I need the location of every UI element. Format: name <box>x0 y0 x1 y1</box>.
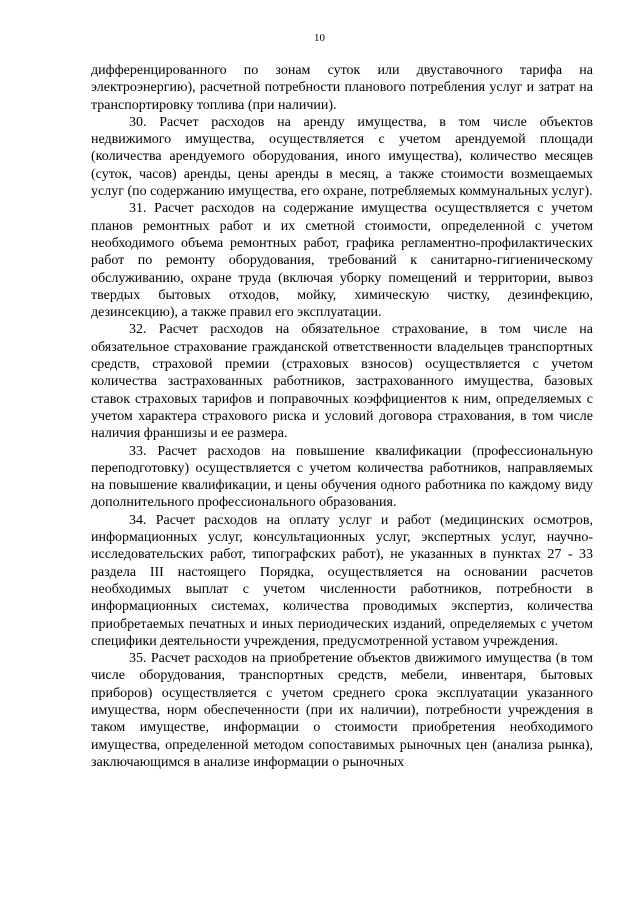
document-body <box>91 62 593 771</box>
paragraph-33: 33. Расчет расходов на повышение квалификации (профессиональную переподготовку) осуществляется с учетом количества работников, направляемых на повышение квалификации, и цены обучения одного работника по каждому виду дополнительного профессионального образования. <box>91 443 593 511</box>
paragraph-30: 30. Расчет расходов на аренду имущества, в том числе объектов недвижимого имущества, осуществляется с учетом арендуемой площади (количества арендуемого оборудования, иного имущества), количество месяцев (суток, часов) аренды, цены аренды в месяц, а также стоимости возмещаемых услуг (по содержанию имущества, его охране, потребляемых коммунальных услуг). <box>91 114 593 200</box>
paragraph-32: 32. Расчет расходов на обязательное страхование, в том числе на обязательное страхование гражданской ответственности владельцев транспортных средств, страховой премии (страховых взносов) осуществляется с учетом количества застрахованных работников, застрахованного имущества, базовых ставок страховых тарифов и поправочных коэффициентов к ним, определяемых с учетом характера страхового риска и условий договора страхования, в том числе наличия франшизы и ее размера. <box>91 322 593 442</box>
paragraph-34: 34. Расчет расходов на оплату услуг и работ (медицинских осмотров, информационных услуг, консультационных услуг, экспертных услуг, научно-исследовательских работ, типографских работ), не указанных в пунктах 27 - 33 раздела III настоящего Порядка, осуществляется на основании расчетов необходимых выплат с учетом численности работников, потребности в информационных системах, количества проводимых экспертиз, количества приобретаемых печатных и иных периодических изданий, определяемых с учетом специфики деятельности учреждения, предусмотренной уставом учреждения. <box>91 512 593 649</box>
paragraph-31: 31. Расчет расходов на содержание имущества осуществляется с учетом планов ремонтных работ и их сметной стоимости, определенной с учетом необходимого объема ремонтных работ, графика регламентно-профилактических работ по ремонту оборудования, требований к санитарно-гигиеническому обслуживанию, охране труда (включая уборку помещений и территории, вывоз твердых бытовых отходов, мойку, химическую чистку, дезинфекцию, дезинсекцию), а также правил его эксплуатации. <box>91 201 593 321</box>
page-number: 10 <box>314 32 325 44</box>
paragraph-continuation: дифференцированного по зонам суток или двуставочного тарифа на электроэнергию), расчетной потребности планового потребления услуг и затрат на транспортировку топлива (при наличии). <box>91 63 593 113</box>
paragraph-35: 35. Расчет расходов на приобретение объектов движимого имущества (в том числе оборудования, транспортных средств, мебели, инвентаря, бытовых приборов) осуществляется с учетом среднего срока эксплуатации указанного имущества, норм обеспеченности (при их наличии), потребности учреждения в таком имуществе, информации о стоимости приобретения необходимого имущества, определенной методом сопоставимых рыночных цен (анализа рынка), заключающимся в анализе информации о рыночных <box>91 651 593 770</box>
